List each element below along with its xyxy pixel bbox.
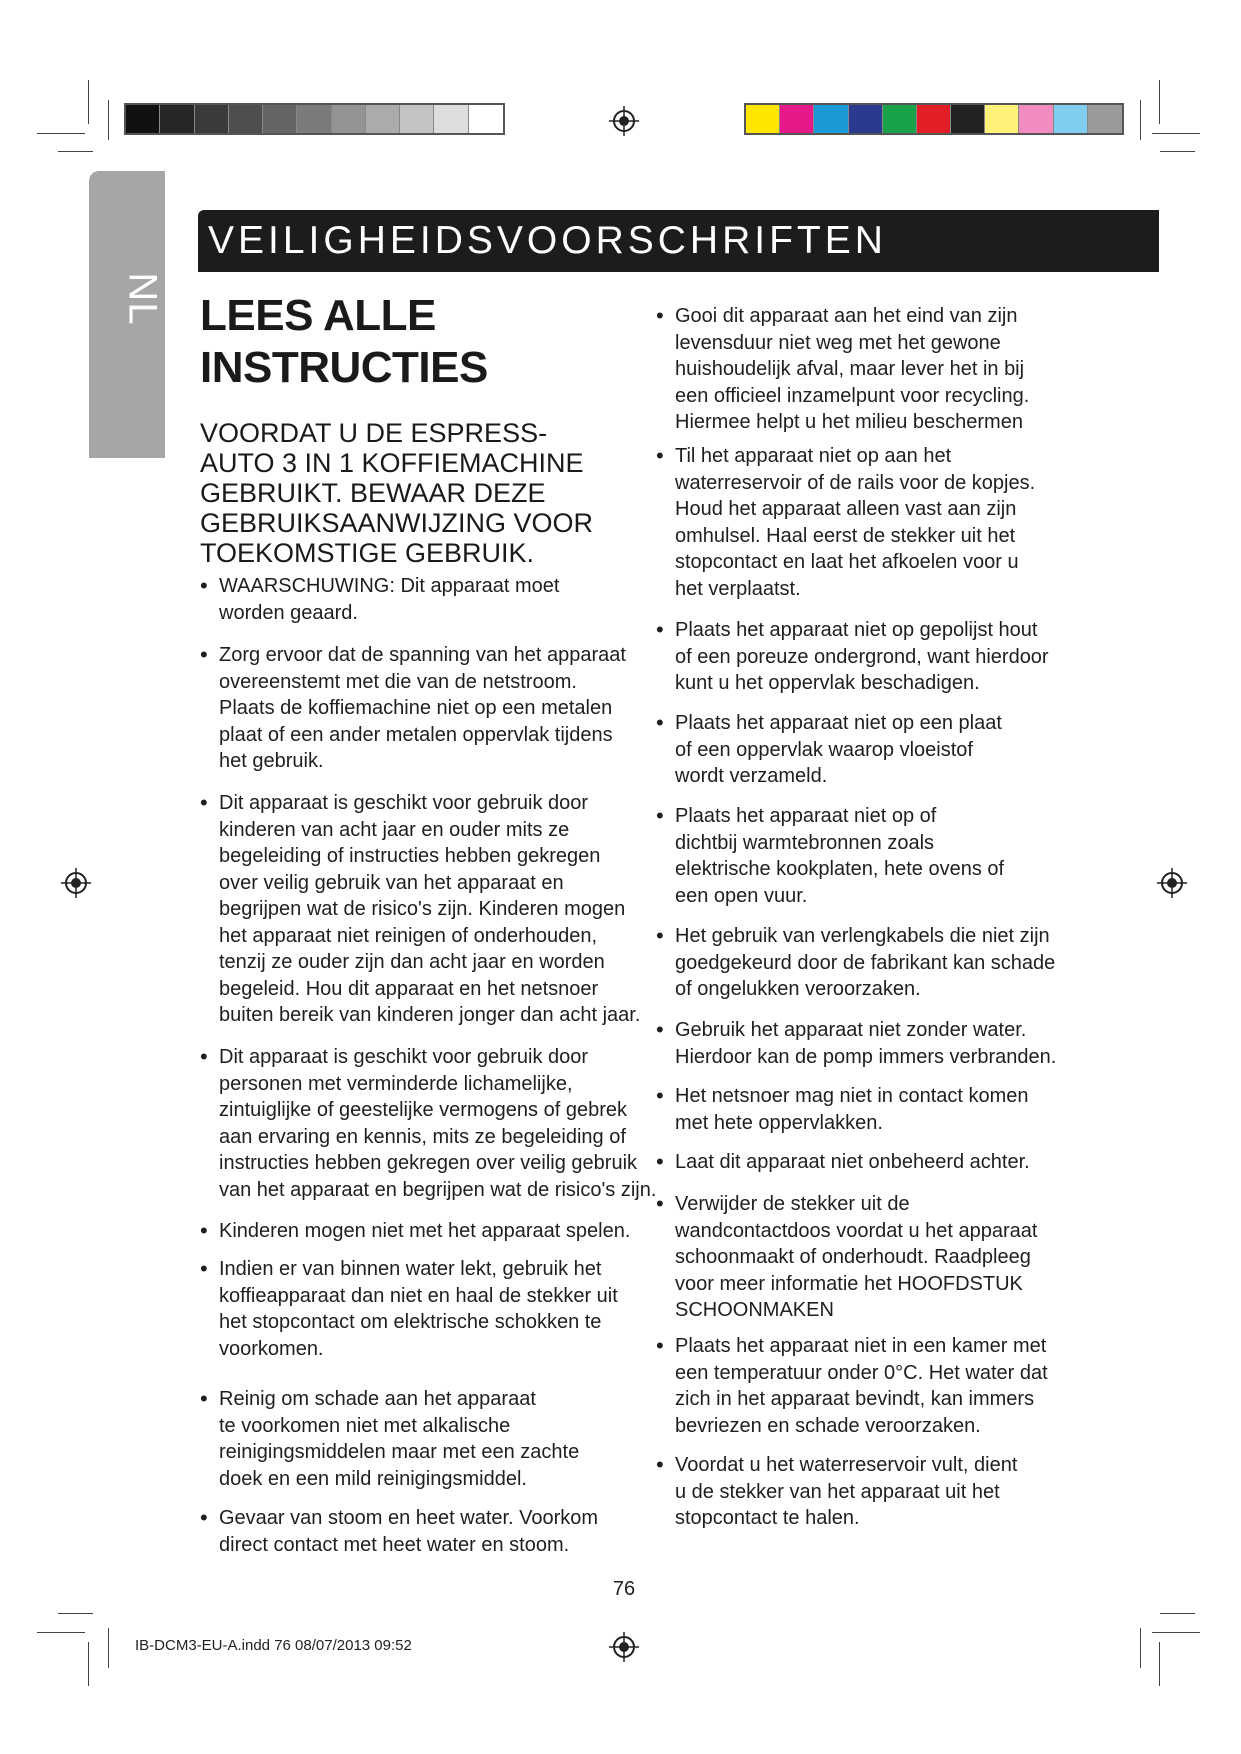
color-swatch [195, 105, 229, 133]
list-item-line: het verplaatst. [675, 577, 801, 600]
list-item-line: Dit apparaat is geschikt voor gebruik door [219, 1046, 589, 1068]
list-item [675, 1083, 1029, 1136]
list-item-line: u de stekker van het apparaat uit het [675, 1480, 1000, 1503]
list-item-line: levensduur niet weg met het gewone [675, 331, 1001, 354]
list-item-line: Plaats de koffiemachine niet op een metalen [219, 697, 613, 719]
color-swatch [229, 105, 263, 133]
color-swatch [985, 105, 1019, 133]
color-swatch [469, 105, 503, 133]
list-item-line: of een oppervlak waarop vloeistof [675, 738, 973, 761]
color-swatch [951, 105, 985, 133]
bullet-icon: • [200, 1044, 208, 1069]
list-item-line: Zorg ervoor dat de spanning van het apparaat [219, 644, 626, 666]
list-item-line: Plaats het apparaat niet in een kamer met [675, 1335, 1047, 1357]
color-swatch [263, 105, 297, 133]
list-item [675, 617, 1049, 697]
list-item [675, 1191, 1037, 1324]
list-item [675, 303, 1029, 436]
list-item-line: of een poreuze ondergrond, want hierdoor [675, 645, 1049, 668]
list-item-line: reinigingsmiddelen maar met een zachte [219, 1441, 580, 1463]
list-item-line: worden geaard. [219, 601, 358, 624]
list-item-line: te voorkomen niet met alkalische [219, 1414, 511, 1437]
list-item-line: overeenstemt met die van de netstroom. [219, 670, 577, 693]
section-heading [200, 290, 488, 394]
grayscale-color-bar [124, 103, 505, 135]
list-item-line: over veilig gebruik van het apparaat en [219, 871, 564, 894]
list-item-line: of ongelukken veroorzaken. [675, 978, 921, 1000]
list-item-line: Plaats het apparaat niet op of [675, 805, 937, 827]
list-item-line: wordt verzameld. [675, 765, 828, 787]
list-item-line: het stopcontact om elektrische schokken te [219, 1311, 602, 1333]
list-item-line: goedgekeurd door de fabrikant kan schade [675, 951, 1056, 974]
list-item-line: het apparaat niet reinigen of onderhouden, [219, 924, 598, 947]
bullet-icon: • [656, 1191, 664, 1216]
list-item-line: kunt u het oppervlak beschadigen. [675, 672, 980, 694]
color-swatch [1019, 105, 1053, 133]
list-item-line: een officieel inzamelpunt voor recycling. [675, 384, 1030, 407]
bullet-icon: • [656, 1149, 664, 1174]
list-item-line: dichtbij warmtebronnen zoals [675, 831, 935, 854]
heading-line: LEES ALLE [200, 291, 436, 340]
list-item [219, 1044, 656, 1203]
list-item [219, 1505, 598, 1558]
list-item-line: Kinderen mogen niet met het apparaat spelen. [219, 1220, 631, 1242]
list-item-line: stopcontact en laat het afkoelen voor u [675, 551, 1019, 573]
bullet-icon: • [200, 642, 208, 667]
subheading-line: TOEKOMSTIGE GEBRUIK. [200, 538, 535, 568]
color-swatch [746, 105, 780, 133]
list-item [219, 573, 559, 626]
list-item-line: elektrische kookplaten, hete ovens of [675, 858, 1005, 880]
color-swatch [1054, 105, 1088, 133]
list-item-line: omhulsel. Haal eerst de stekker uit het [675, 524, 1016, 547]
color-swatch [332, 105, 366, 133]
bullet-icon: • [656, 1452, 664, 1477]
registration-mark-icon [61, 868, 91, 898]
list-item-line: personen met verminderde lichamelijke, [219, 1072, 573, 1095]
list-item-line: begrijpen wat de risico's zijn. Kinderen mogen [219, 898, 626, 920]
list-item [219, 1256, 618, 1362]
list-item [219, 790, 640, 1029]
color-swatch [780, 105, 814, 133]
color-swatch [814, 105, 848, 133]
heading-line: INSTRUCTIES [200, 343, 488, 392]
bullet-icon: • [656, 1333, 664, 1358]
page-number: 76 [612, 1578, 636, 1600]
list-item-line: Gevaar van stoom en heet water. Voorkom [219, 1507, 599, 1529]
list-item-line: Plaats het apparaat niet op gepolijst hout [675, 619, 1038, 641]
registration-mark-icon [1157, 868, 1187, 898]
list-item-line: Til het apparaat niet op aan het [675, 445, 952, 467]
bullet-icon: • [200, 1505, 208, 1530]
color-swatch [849, 105, 883, 133]
list-item-line: Plaats het apparaat niet op een plaat [675, 712, 1002, 734]
page-title: VEILIGHEIDSVOORSCHRIFTEN [208, 219, 887, 262]
list-item-line: voorkomen. [219, 1337, 324, 1360]
color-swatch [1088, 105, 1122, 133]
list-item-line: Reinig om schade aan het apparaat [219, 1388, 536, 1410]
list-item-line: Laat dit apparaat niet onbeheerd achter. [675, 1151, 1030, 1173]
bullet-icon: • [656, 303, 664, 328]
list-item-line: Het gebruik van verlengkabels die niet zijn [675, 925, 1050, 947]
list-item-line: begeleid. Hou dit apparaat en het netsnoer [219, 977, 599, 1000]
list-item [675, 1017, 1056, 1070]
list-item-line: schoonmaakt of onderhoudt. Raadpleeg [675, 1246, 1031, 1268]
subheading-line: GEBRUIKT. BEWAAR DEZE [200, 478, 546, 508]
list-item-line: waterreservoir of de rails voor de kopjes. [675, 471, 1036, 494]
list-item-line: Voordat u het waterreservoir vult, dient [675, 1454, 1018, 1476]
list-item-line: Dit apparaat is geschikt voor gebruik door [219, 792, 589, 814]
list-item-line: Gooi dit apparaat aan het eind van zijn [675, 305, 1018, 327]
list-item [675, 1333, 1048, 1439]
list-item-line: doek en een mild reinigingsmiddel. [219, 1467, 527, 1490]
list-item [675, 1149, 1030, 1176]
list-item-line: plaat of een ander metalen oppervlak tijdens [219, 723, 613, 746]
list-item [219, 1386, 579, 1492]
list-item [675, 1452, 1017, 1532]
color-swatch [917, 105, 951, 133]
print-slug: IB-DCM3-EU-A.indd 76 08/07/2013 09:52 [135, 1637, 412, 1654]
list-item [675, 710, 1002, 790]
list-item-line: Hierdoor kan de pomp immers verbranden. [675, 1045, 1057, 1068]
color-swatch [400, 105, 434, 133]
list-item-line: instructies hebben gekregen over veilig gebruik [219, 1152, 638, 1174]
list-item-line: voor meer informatie het HOOFDSTUK [675, 1272, 1023, 1295]
bullet-icon: • [200, 790, 208, 815]
list-item-line: Houd het apparaat alleen vast aan zijn [675, 498, 1017, 520]
bullet-icon: • [200, 573, 208, 598]
color-swatch [883, 105, 917, 133]
color-swatch [366, 105, 400, 133]
process-color-bar [744, 103, 1124, 135]
list-item [675, 803, 1004, 909]
registration-mark-icon [609, 1632, 639, 1662]
list-item [219, 642, 626, 775]
list-item-line: zintuiglijke of geestelijke vermogens of gebrek [219, 1099, 627, 1121]
list-item-line: een temperatuur onder 0°C. Het water dat [675, 1361, 1048, 1384]
bullet-icon: • [656, 803, 664, 828]
bullet-icon: • [656, 710, 664, 735]
list-item-line: Gebruik het apparaat niet zonder water. [675, 1019, 1027, 1041]
list-item-line: een open vuur. [675, 884, 808, 907]
list-item-line: WAARSCHUWING: Dit apparaat moet [219, 575, 560, 597]
list-item-line: Het netsnoer mag niet in contact komen [675, 1085, 1029, 1107]
list-item-line: zich in het apparaat bevindt, kan immers [675, 1388, 1035, 1410]
list-item-line: huishoudelijk afval, maar lever het in bij [675, 358, 1025, 380]
subheading-line: AUTO 3 IN 1 KOFFIEMACHINE [200, 448, 584, 478]
registration-mark-icon [609, 106, 639, 136]
list-item-line: tenzij ze ouder zijn dan acht jaar en worden [219, 951, 605, 973]
list-item [675, 923, 1055, 1003]
list-item-line: kinderen van acht jaar en ouder mits ze [219, 818, 570, 841]
subheading-line: VOORDAT U DE ESPRESS- [200, 418, 548, 448]
list-item-line: direct contact met heet water en stoom. [219, 1533, 570, 1556]
list-item-line: wandcontactdoos voordat u het apparaat [675, 1219, 1038, 1242]
intro-subheading [200, 418, 640, 568]
language-tab-label: NL [120, 272, 165, 326]
list-item-line: begeleiding of instructies hebben gekregen [219, 845, 601, 867]
list-item-line: van het apparaat en begrijpen wat de risico's zijn. [219, 1178, 657, 1201]
bullet-icon: • [656, 617, 664, 642]
list-item-line: met hete oppervlakken. [675, 1111, 883, 1134]
list-item-line: SCHOONMAKEN [675, 1299, 834, 1321]
color-swatch [160, 105, 194, 133]
list-item-line: het gebruik. [219, 750, 324, 772]
list-item-line: koffieapparaat dan niet en haal de stekker uit [219, 1284, 618, 1307]
list-item-line: buiten bereik van kinderen jonger dan acht jaar. [219, 1004, 641, 1026]
bullet-icon: • [656, 443, 664, 468]
list-item-line: Hiermee helpt u het milieu beschermen [675, 411, 1023, 433]
bullet-icon: • [200, 1256, 208, 1281]
list-item-line: bevriezen en schade veroorzaken. [675, 1414, 981, 1437]
list-item-line: stopcontact te halen. [675, 1507, 860, 1529]
bullet-icon: • [200, 1218, 208, 1243]
list-item [675, 443, 1035, 602]
color-swatch [434, 105, 468, 133]
color-swatch [297, 105, 331, 133]
bullet-icon: • [656, 1083, 664, 1108]
subheading-line: GEBRUIKSAANWIJZING VOOR [200, 508, 594, 538]
list-item-line: Verwijder de stekker uit de [675, 1193, 910, 1215]
bullet-icon: • [200, 1386, 208, 1411]
list-item-line: Indien er van binnen water lekt, gebruik het [219, 1258, 602, 1280]
color-swatch [126, 105, 160, 133]
bullet-icon: • [656, 1017, 664, 1042]
bullet-icon: • [656, 923, 664, 948]
list-item [219, 1218, 630, 1245]
list-item-line: aan ervaring en kennis, mits ze begeleiding of [219, 1125, 626, 1148]
